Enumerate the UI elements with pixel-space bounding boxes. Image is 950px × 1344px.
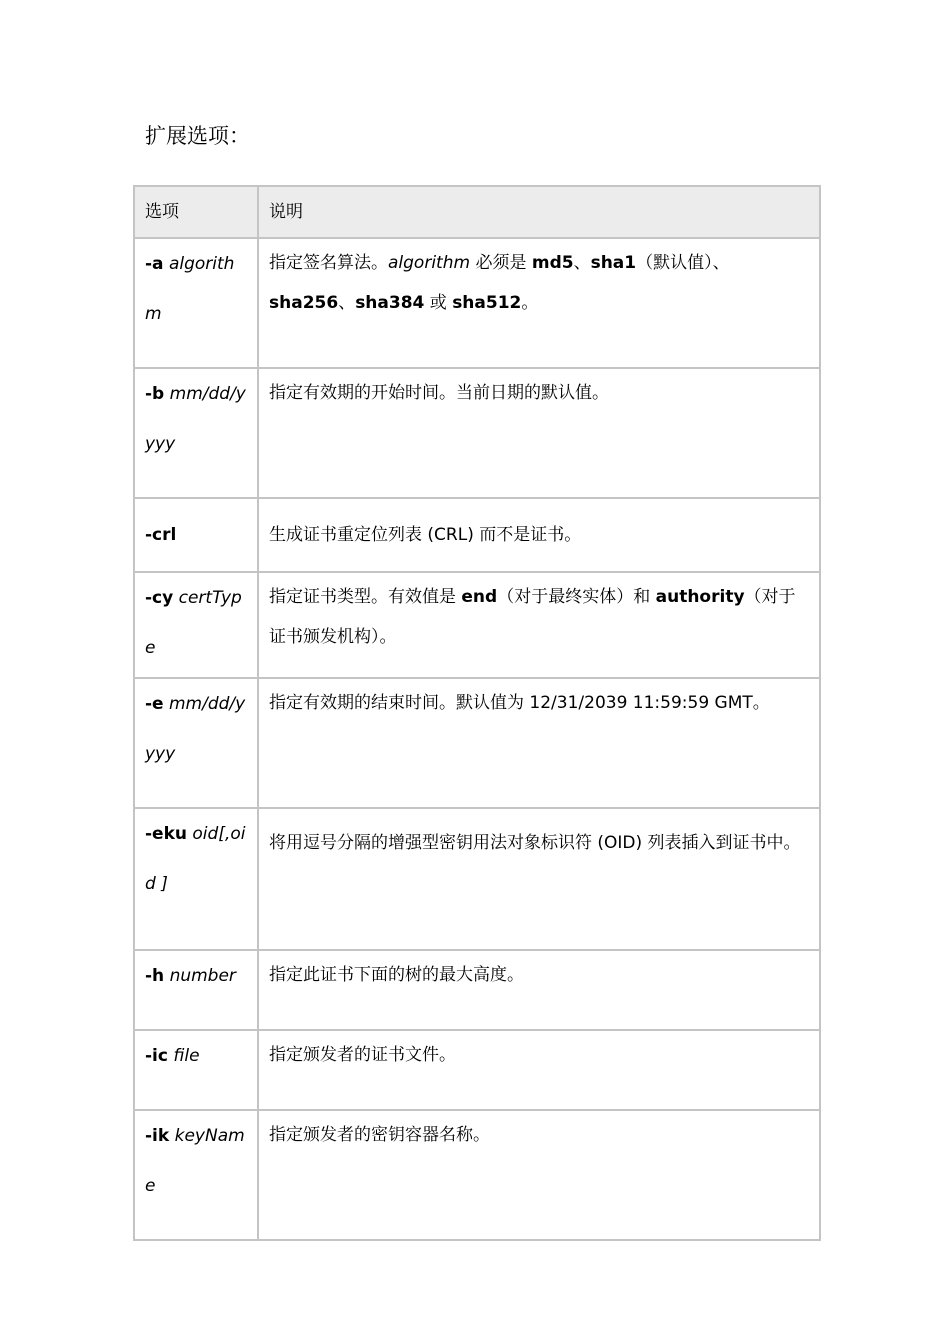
column-header-option: 选项 xyxy=(134,186,258,238)
desc-bold: authority xyxy=(655,587,745,607)
desc-italic: algorithm xyxy=(388,253,471,273)
option-param: algorithm xyxy=(145,254,235,324)
desc-bold: md5 xyxy=(531,253,574,273)
desc-text: 生成证书重定位列表 (CRL) 而不是证书。 xyxy=(269,525,582,545)
option-param: number xyxy=(169,966,236,986)
description-cell xyxy=(258,1030,820,1110)
desc-bold: end xyxy=(461,587,498,607)
option-flag: -ic xyxy=(145,1046,168,1066)
description-cell xyxy=(258,678,820,808)
table-row xyxy=(134,678,820,808)
desc-text: （默认值）、 xyxy=(636,253,730,273)
desc-text: 指定有效期的开始时间。当前日期的默认值。 xyxy=(269,383,609,403)
table-row xyxy=(134,572,820,678)
option-flag: -ik xyxy=(145,1126,170,1146)
option-param: file xyxy=(173,1046,200,1066)
desc-text: 、 xyxy=(573,253,591,273)
option-param: keyName xyxy=(145,1126,245,1196)
option-cell xyxy=(134,1030,258,1110)
desc-text: 。 xyxy=(521,293,539,313)
table-row xyxy=(134,1030,820,1110)
option-flag: -cy xyxy=(145,588,174,608)
desc-text: 、 xyxy=(338,293,356,313)
option-cell xyxy=(134,1110,258,1240)
section-heading: 扩展选项： xyxy=(145,124,250,148)
description-cell xyxy=(258,572,820,678)
option-cell xyxy=(134,498,258,572)
desc-bold: sha1 xyxy=(590,253,637,273)
desc-text: 将用逗号分隔的增强型密钥用法对象标识符 (OID) 列表插入到证书中。 xyxy=(269,833,801,853)
option-cell xyxy=(134,368,258,498)
option-param: mm/dd/yyyy xyxy=(145,384,246,454)
option-cell xyxy=(134,678,258,808)
option-cell xyxy=(134,238,258,368)
option-flag: -h xyxy=(145,966,165,986)
table-row xyxy=(134,238,820,368)
description-cell xyxy=(258,950,820,1030)
option-cell xyxy=(134,572,258,678)
desc-text: 指定颁发者的密钥容器名称。 xyxy=(269,1125,490,1145)
desc-bold: sha512 xyxy=(452,293,522,313)
column-header-description: 说明 xyxy=(258,186,820,238)
table-header-row xyxy=(134,186,820,238)
option-flag: -e xyxy=(145,694,164,714)
option-flag: -b xyxy=(145,384,165,404)
description-cell xyxy=(258,1110,820,1240)
description-cell xyxy=(258,368,820,498)
desc-text: 指定签名算法。 xyxy=(269,253,388,273)
desc-bold: sha256 xyxy=(269,293,339,313)
desc-text: 必须是 xyxy=(470,253,532,273)
desc-text: 指定颁发者的证书文件。 xyxy=(269,1045,456,1065)
table-row xyxy=(134,368,820,498)
desc-text: 或 xyxy=(424,293,453,313)
option-param: certType xyxy=(145,588,242,658)
desc-text: 指定此证书下面的树的最大高度。 xyxy=(269,965,524,985)
option-param: mm/dd/yyyy xyxy=(145,694,246,764)
description-cell xyxy=(258,808,820,950)
desc-text: （对于最终实体）和 xyxy=(497,587,656,607)
desc-bold: sha384 xyxy=(355,293,425,313)
desc-text: 指定证书类型。有效值是 xyxy=(269,587,462,607)
options-table xyxy=(133,185,821,1241)
option-flag: -a xyxy=(145,254,164,274)
description-cell xyxy=(258,498,820,572)
option-cell xyxy=(134,808,258,950)
table-row xyxy=(134,1110,820,1240)
table-row xyxy=(134,808,820,950)
desc-text: 指定有效期的结束时间。默认值为 12/31/2039 11:59:59 GMT。 xyxy=(269,693,770,713)
table-row xyxy=(134,950,820,1030)
option-cell xyxy=(134,950,258,1030)
option-flag: -crl xyxy=(145,525,177,545)
table-row xyxy=(134,498,820,572)
option-flag: -eku xyxy=(145,824,187,844)
desc-text: （对于证书颁发机构）。 xyxy=(269,587,796,647)
description-cell xyxy=(258,238,820,368)
option-param: oid[,oid ] xyxy=(145,824,246,894)
